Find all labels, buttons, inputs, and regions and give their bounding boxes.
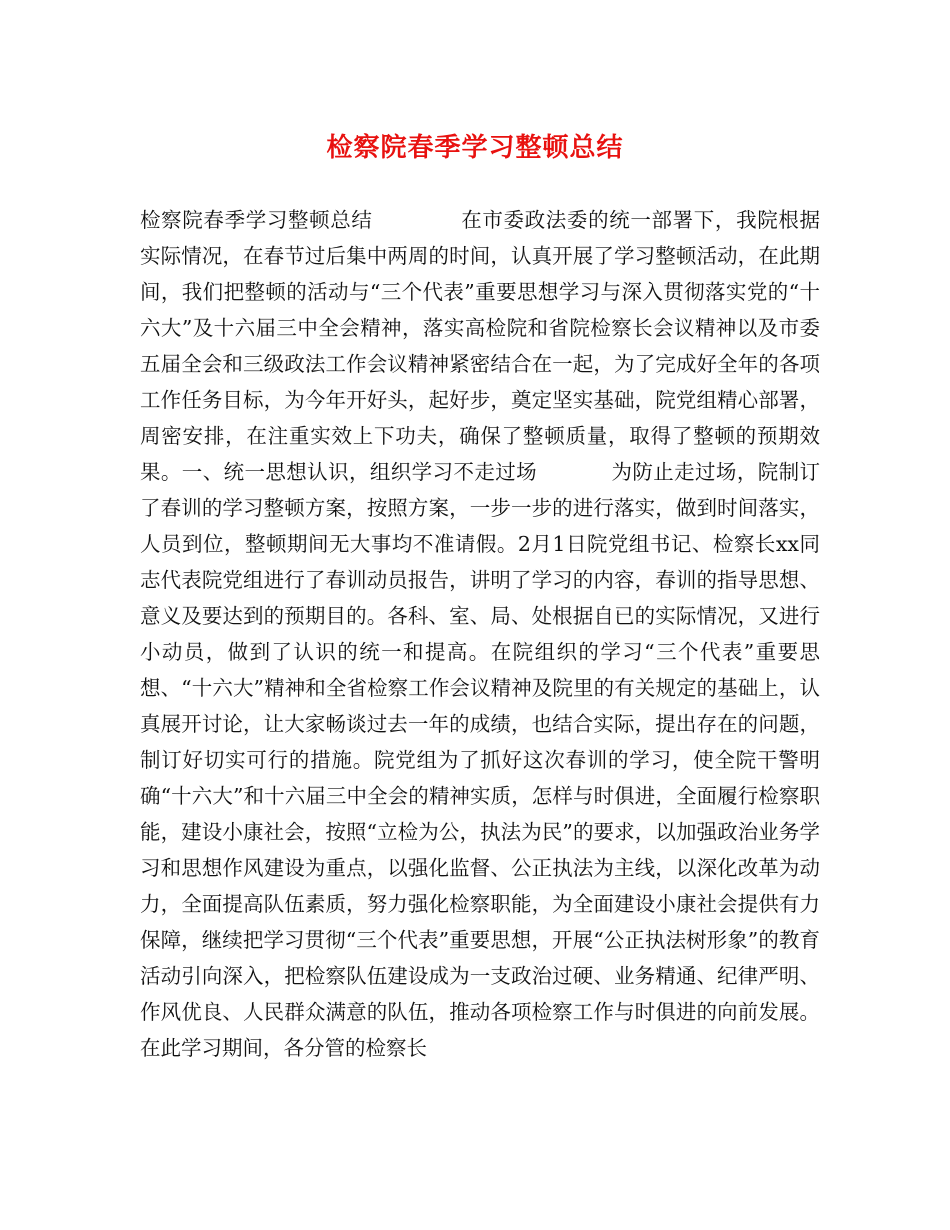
document-body <box>140 202 820 1066</box>
document-title: 检察院春季学习整顿总结 <box>326 133 624 163</box>
paragraph-1: 在市委政法委的统一部署下，我院根据实际情况，在春节过后集中两周的时间，认真开展了学习整顿活动，在此期间，我们把整顿的活动与“三个代表”重要思想学习与深入贯彻落实党的“十六大”及十六届三中全会精神，落实高检院和省院检察长会议精神以及市委五届全会和三级政法工作会议精神紧密结合在一起，为了完成好全年的各项工作任务目标，为今年开好头，起好步，奠定坚实基础，院党组精心部署，周密安排，在注重实效上下功夫，确保了整顿质量，取得了整顿的预期效果。一、统一思想认识，组织学习不走过场 <box>140 208 821 484</box>
paragraph-2: 为防止走过场，院制订了春训的学习整顿方案，按照方案，一步一步的进行落实，做到时间落实，人员到位，整顿期间无大事均不准请假。2月1日院党组书记、检察长xx同志代表院党组进行了春训动员报告，讲明了学习的内容，春训的指导思想、意义及要达到的预期目的。各科、室、局、处根据自已的实际情况，又进行小动员，做到了认识的统一和提高。在院组织的学习“三个代表”重要思想、“十六大”精神和全省检察工作会议精神及院里的有关规定的基础上，认真展开讨论，让大家畅谈过去一年的成绩，也结合实际，提出存在的问题，制订好切实可行的措施。院党组为了抓好这次春训的学习，使全院干警明确“十六大”和十六届三中全会的精神实质，怎样与时俱进，全面履行检察职能，建设小康社会，按照“立检为公，执法为民”的要求，以加强政治业务学习和思想作风建设为重点，以强化监督、公正执法为主线，以深化改革为动力，全面提高队伍素质，努力强化检察职能，为全面建设小康社会提供有力保障，继续把学习贯彻“三个代表”重要思想，开展“公正执法树形象”的教育活动引向深入，把检察队伍建设成为一支政治过硬、业务精通、纪律严明、作风优良、人民群众满意的队伍，推动各项检察工作与时俱进的向前发展。在此学习期间，各分管的检察长 <box>140 460 821 1060</box>
lead-heading: 检察院春季学习整顿总结 <box>140 208 373 232</box>
